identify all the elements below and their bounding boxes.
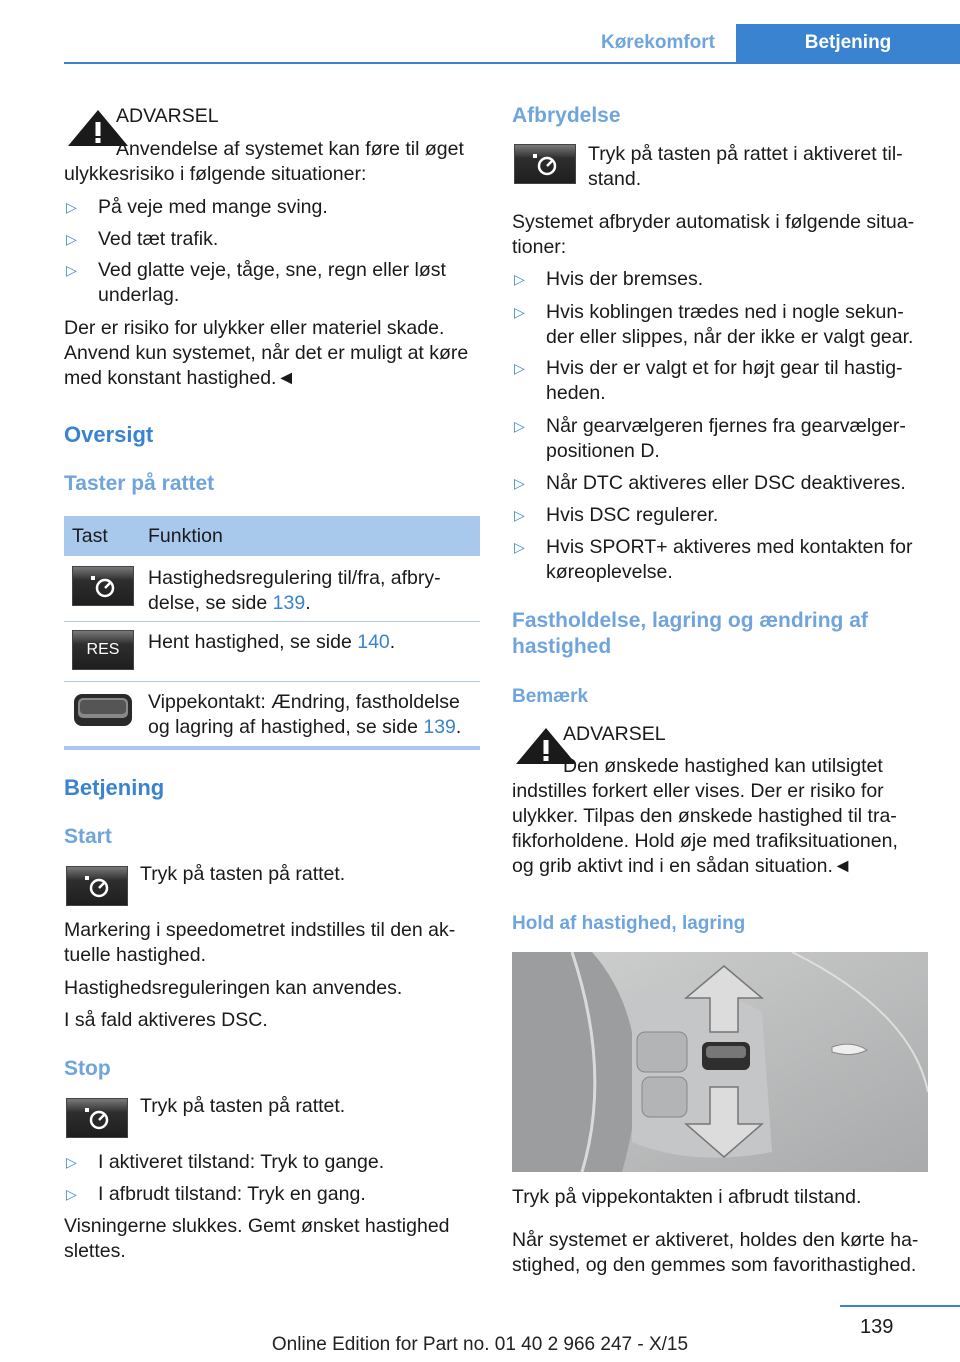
bullet-icon: ▷ [514, 304, 525, 320]
header-section-tab: Kørekomfort [600, 32, 715, 53]
section-heading: Betjening [64, 775, 165, 800]
paragraph: Tryk på tasten på rattet i aktiveret til- [588, 143, 903, 165]
paragraph: Visningerne slukkes. Gemt ønsket hastighed [64, 1215, 450, 1237]
table-header-cell: Funktion [148, 525, 223, 547]
table-header [64, 516, 480, 556]
paragraph: I så fald aktiveres DSC. [64, 1009, 268, 1031]
page-link[interactable]: 139 [423, 716, 456, 738]
bullet-icon: ▷ [514, 360, 525, 376]
list-item: heden. [546, 382, 606, 404]
paragraph: Tryk på tasten på rattet. [140, 1095, 346, 1117]
list-item: Hvis der er valgt et for højt gear til hastig- [546, 357, 903, 379]
list-item: positionen D. [546, 440, 660, 462]
footer-edition: Online Edition for Part no. 01 40 2 966 247 - X/15 [271, 1334, 689, 1355]
table-divider [64, 621, 480, 622]
bullet-icon: ▷ [514, 539, 525, 555]
subsection-heading: Stop [64, 1057, 111, 1080]
list-item: Hvis SPORT+ aktiveres med kontakten for [546, 536, 913, 558]
paragraph: stand. [588, 168, 642, 190]
list-item: underlag. [98, 284, 180, 306]
subsection-heading: Taster på rattet [64, 472, 215, 495]
paragraph: Tryk på tasten på rattet. [140, 863, 346, 885]
bullet-icon: ▷ [66, 1154, 77, 1170]
paragraph: Hastighedsreguleringen kan anvendes. [64, 977, 403, 999]
header-active-tab: Betjening [736, 24, 960, 62]
list-item: På veje med mange sving. [98, 196, 328, 218]
paragraph: Der er risiko for ulykker eller materiel skade. [64, 317, 445, 339]
rocker-switch-icon [72, 690, 134, 730]
paragraph: tuelle hastighed. [64, 944, 207, 966]
warning-text: og grib aktivt ind i en sådan situation.◄ [512, 855, 853, 877]
paragraph: tioner: [512, 236, 567, 258]
subsection-heading: hastighed [512, 635, 612, 658]
paragraph: med konstant hastighed.◄ [64, 367, 296, 389]
table-cell: Vippekontakt: Ændring, fastholdelse [148, 691, 460, 713]
warning-title: ADVARSEL [563, 723, 666, 745]
cruise-button-icon [514, 144, 576, 184]
list-item: I afbrudt tilstand: Tryk en gang. [98, 1183, 366, 1205]
subsection-heading: Afbrydelse [512, 104, 621, 127]
list-item: køreoplevelse. [546, 561, 673, 583]
bullet-icon: ▷ [66, 262, 77, 278]
page-number: 139 [860, 1316, 894, 1338]
page-link[interactable]: 139 [272, 592, 306, 614]
caption: Tryk på vippekontakten i afbrudt tilstand. [512, 1186, 862, 1208]
warning-text: indstilles forkert eller vises. Der er risiko for [512, 780, 884, 802]
paragraph: slettes. [64, 1240, 126, 1262]
minor-heading: Bemærk [512, 686, 589, 707]
list-item: Hvis der bremses. [546, 268, 704, 290]
paragraph: Anvend kun systemet, når det er muligt at køre [64, 342, 469, 364]
bullet-icon: ▷ [514, 507, 525, 523]
list-item: der eller slippes, når der ikke er valgt gear. [546, 326, 914, 348]
minor-heading: Hold af hastighed, lagring [512, 913, 746, 934]
warning-title: ADVARSEL [116, 105, 219, 127]
paragraph: stighed, og den gemmes som favorithastighed. [512, 1254, 917, 1276]
paragraph: Systemet afbryder automatisk i følgende situa- [512, 211, 915, 233]
bullet-icon: ▷ [66, 1186, 77, 1202]
table-cell: delse, se side 139. [148, 592, 311, 614]
bullet-icon: ▷ [514, 475, 525, 491]
cruise-button-icon [66, 1098, 128, 1138]
table-cell: Hent hastighed, se side 140. [148, 631, 396, 653]
subsection-heading: Fastholdelse, lagring og ændring af [512, 609, 868, 632]
warning-text: Den ønskede hastighed kan utilsigtet [563, 755, 883, 777]
list-item: Hvis DSC regulerer. [546, 504, 719, 526]
list-item: Ved tæt trafik. [98, 228, 219, 250]
list-item: Når DTC aktiveres eller DSC deaktiveres. [546, 472, 906, 494]
cruise-button-icon [72, 566, 134, 606]
table-cell: Hastighedsregulering til/fra, afbry- [148, 567, 441, 589]
table-end-rule [64, 746, 480, 750]
table-cell: og lagring af hastighed, se side 139. [148, 716, 462, 738]
paragraph: Markering i speedometret indstilles til den ak- [64, 919, 456, 941]
steering-wheel-illustration [512, 952, 928, 1172]
list-item: I aktiveret tilstand: Tryk to gange. [98, 1151, 385, 1173]
bullet-icon: ▷ [514, 418, 525, 434]
table-header-cell: Tast [72, 525, 108, 547]
paragraph: Når systemet er aktiveret, holdes den kørte ha- [512, 1229, 919, 1251]
section-heading: Oversigt [64, 422, 154, 447]
page-link[interactable]: 140 [357, 631, 390, 653]
footer-rule [840, 1305, 960, 1307]
bullet-icon: ▷ [66, 231, 77, 247]
header-rule [64, 62, 960, 64]
list-item: Hvis koblingen trædes ned i nogle sekun- [546, 301, 904, 323]
bullet-icon: ▷ [66, 199, 77, 215]
res-button-icon: RES [72, 630, 134, 670]
warning-text: ulykkesrisiko i følgende situationer: [64, 163, 367, 185]
warning-text: Anvendelse af systemet kan føre til øget [116, 138, 464, 160]
bullet-icon: ▷ [514, 271, 525, 287]
list-item: Ved glatte veje, tåge, sne, regn eller løst [98, 259, 446, 281]
table-divider [64, 681, 480, 682]
cruise-button-icon [66, 866, 128, 906]
subsection-heading: Start [64, 825, 112, 848]
list-item: Når gearvælgeren fjernes fra gearvælger- [546, 415, 906, 437]
warning-text: ulykker. Tilpas den ønskede hastighed til tra- [512, 805, 897, 827]
warning-text: fikforholdene. Hold øje med trafiksituationen, [512, 830, 898, 852]
